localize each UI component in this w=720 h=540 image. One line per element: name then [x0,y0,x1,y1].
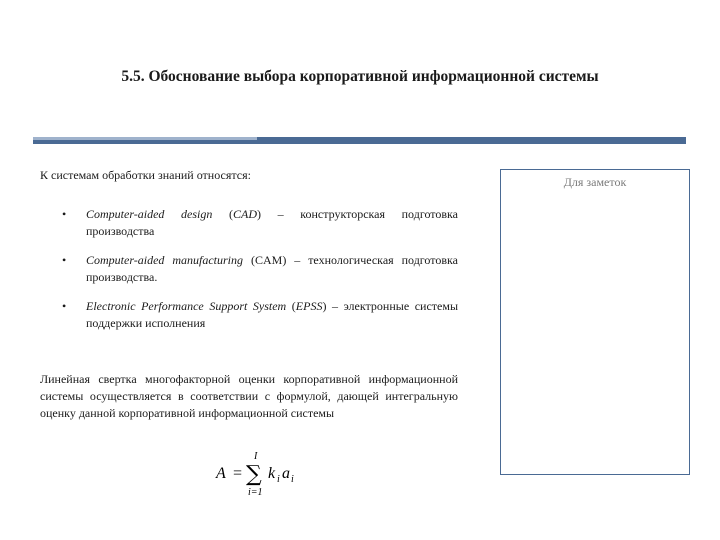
list-item-cad [60,206,458,240]
title-divider-highlight [33,137,257,140]
formula-k-sub: i [277,474,280,485]
systems-list [60,206,458,344]
bullet-icon: • [62,253,67,267]
convolution-paragraph: Линейная свертка многофакторной оценки корпоративной информационной системы осуществляется в соответствии с формулой, дающей интегральную оценку данной корпоративной информационной системы [40,372,458,420]
formula-a: a [282,465,290,482]
bullet-icon: • [62,207,67,221]
item-term: Computer-aided design (CAD) [86,207,261,221]
sum-sign-icon: ∑ [246,462,262,487]
bullet-icon: • [62,299,67,313]
list-item-epss [60,298,458,332]
notes-panel[interactable] [500,169,690,475]
item-desc: – электронные системы поддержки исполнения [86,299,459,330]
item-term: Electronic Performance Support System (EPSS) [86,299,327,313]
formula-sum-lower: i=1 [248,487,263,498]
formula-equals: = [232,465,243,482]
intro-text: К системам обработки знаний относятся: [40,168,251,182]
formula-lhs: A [216,465,226,482]
formula-k: k [268,465,276,482]
linear-convolution-formula [210,448,320,498]
item-desc: – конструкторская подготовка производства [86,207,459,238]
item-term: Computer-aided manufacturing (CAM) [86,253,287,267]
slide-title: 5.5. Обоснование выбора корпоративной информационной системы [121,68,599,85]
item-desc: – технологическая подготовка производства. [86,253,458,284]
formula-a-sub: i [291,474,294,485]
list-item-cam [60,252,458,286]
formula-sum-upper: I [254,451,258,462]
notes-label: Для заметок [563,175,627,189]
